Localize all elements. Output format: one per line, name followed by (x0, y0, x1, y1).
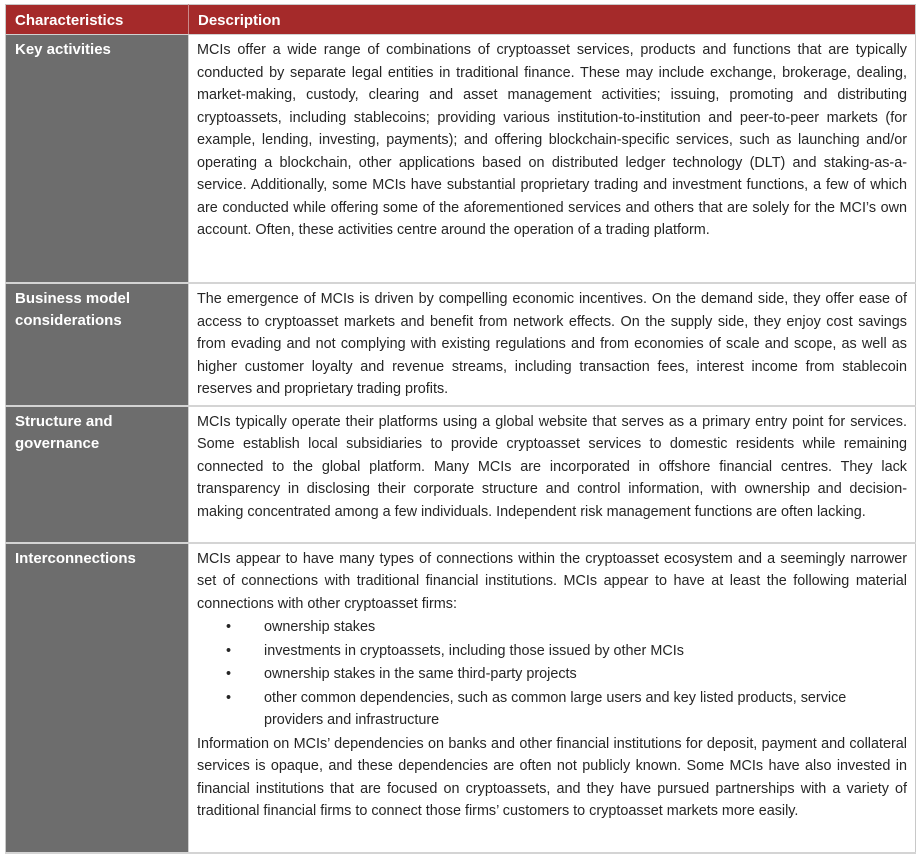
bullet-icon: • (226, 642, 232, 659)
list-item-text: ownership stakes (264, 619, 376, 635)
row-label: Interconnections (6, 543, 189, 853)
description-intro: MCIs appear to have many types of connections within the cryptoasset ecosystem and a seemingly narrower set of connections with traditional financial institutions. MCIs appear to have at least the following material connections with other cryptoasset firms: (197, 550, 907, 612)
row-description (189, 406, 916, 543)
header-row (6, 5, 916, 35)
bullet-icon: • (226, 666, 232, 682)
mci-characteristics-table (5, 4, 916, 854)
row-description (189, 543, 916, 853)
description-outro: Information on MCIs’ dependencies on banks and other financial institutions for deposit, payment and collateral services is opaque, and these dependencies are often not publicly known. Some MCIs have also invested in financial institutions that are focused on cryptoassets, and they have pursued partnerships with a variety of traditional financial firms to connect those firms’ customers to cryptoasset markets more easily. (197, 735, 907, 819)
table-header (6, 5, 916, 35)
description-text: The emergence of MCIs is driven by compelling economic incentives. On the demand side, they offer ease of access to cryptoasset markets and benefit from network effects. On the supply side, they enjoy cost savings from evading and not complying with existing regulations and from economies of scale and scope, as well as higher customer loyalty and revenue streams, including transaction fees, interest income from stablecoin reserves and proprietary trading profits. (197, 291, 907, 397)
row-label: Key activities (6, 35, 189, 284)
table-body (6, 35, 916, 853)
list-item-text: investments in cryptoassets, including those issued by other MCIs (264, 642, 684, 659)
table-row-interconnections (6, 543, 916, 853)
table-row-key-activities (6, 35, 916, 284)
list-item (224, 640, 907, 663)
header-characteristics: Characteristics (6, 5, 189, 35)
row-label: Structure and governance (6, 406, 189, 543)
list-item (224, 616, 907, 639)
row-label: Business model considerations (6, 283, 189, 406)
list-item-text: other common dependencies, such as common large users and key listed products, service providers and infrastructure (264, 689, 847, 728)
table-row-structure-governance (6, 406, 916, 543)
description-text: MCIs typically operate their platforms using a global website that serves as a primary entry point for services. Some establish local subsidiaries to provide cryptoasset services to domestic residents while remaining connected to the global platform. Many MCIs are incorporated in offshore financial centres. They lack transparency in disclosing their corporate structure and control information, with ownership and decision-making concentrated among a few individuals. Independent risk management functions are often lacking. (197, 413, 907, 520)
table-row-business-model (6, 283, 916, 406)
row-description (189, 283, 916, 406)
description-text: MCIs offer a wide range of combinations of cryptoasset services, products and functions that are typically conducted by separate legal entities in traditional finance. These may include exchange, brokerage, dealing, market-making, custody, clearing and asset management activities; issuing, promoting and distributing cryptoassets, including stablecoins; providing various institution-to-institution and peer-to-peer markets (for example, lending, investing, payments); and offering blockchain-specific services, such as launching and/or operating a blockchain, other applications based on distributed ledger technology (DLT) and staking-as-a-service. Additionally, some MCIs have substantial proprietary trading and investment functions, a few of which are conducted while offering some of the aforementioned services and others that are solely for the MCI’s own account. Often, these activities centre around the operation of a trading platform. (197, 42, 907, 238)
row-description (189, 35, 916, 284)
list-item (224, 687, 907, 732)
bullet-icon: • (226, 689, 232, 706)
bullet-icon: • (226, 619, 232, 635)
list-item (224, 663, 907, 686)
header-description: Description (189, 5, 916, 35)
list-item-text: ownership stakes in the same third-party projects (264, 666, 577, 682)
connections-list (197, 616, 907, 732)
